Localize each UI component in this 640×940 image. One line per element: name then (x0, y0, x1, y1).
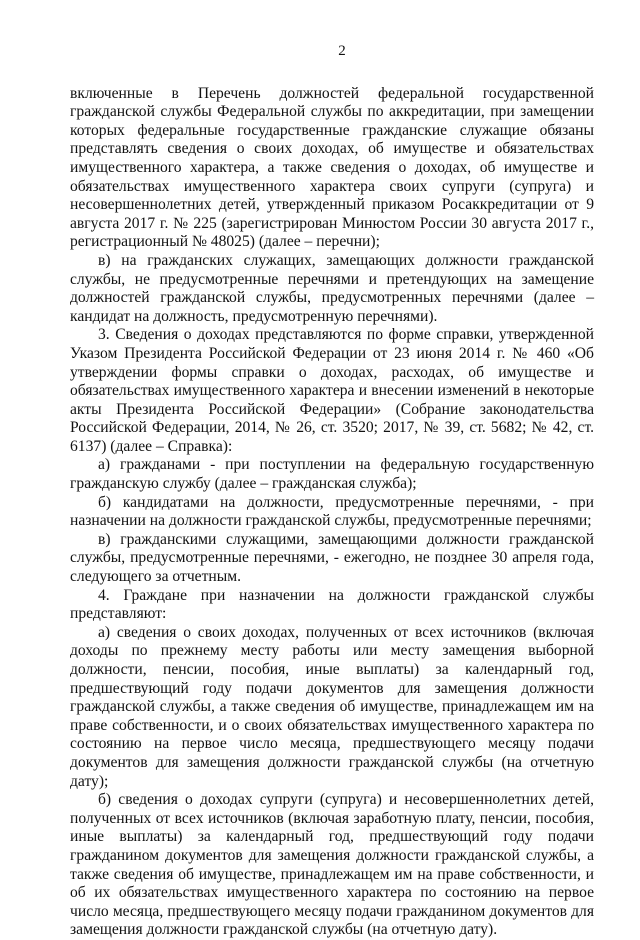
paragraph-continuation: включенные в Перечень должностей федеральной государственной гражданской службы Федеральной службы по аккредитации, при замещении которых федеральные государственные гражданские служащие обязаны представлять сведения о своих доходах, об имуществе и обязательствах имущественного характера, а также сведения о доходах, об имуществе и обязательствах имущественного характера своих супруги (супруга) и несовершеннолетних детей, утвержденный приказом Росаккредитации от 9 августа 2017 г. № 225 (зарегистрирован Минюстом России 30 августа 2017 г., регистрационный № 48025) (далее – перечни); (70, 84, 594, 251)
paragraph-3v: в) гражданскими служащими, замещающими должности гражданской службы, предусмотренные перечнями, - ежегодно, не позднее 30 апреля года, следующего за отчетным. (70, 530, 594, 586)
paragraph-4b: б) сведения о доходах супруги (супруга) и несовершеннолетних детей, полученных от всех источников (включая заработную плату, пенсии, пособия, иные выплаты) за календарный год, предшествующий году подачи гражданином документов для замещения должности гражданской службы, а также сведения об имуществе, принадлежащем им на праве собственности, и об их обязательствах имущественного характера по состоянию на первое число месяца, предшествующего месяцу подачи гражданином документов для замещения должности гражданской службы (на отчетную дату). (70, 791, 594, 939)
paragraph-4a: а) сведения о своих доходах, полученных от всех источников (включая доходы по прежнему месту работы или месту замещения выборной должности, пенсии, пособия, иные выплаты) за календарный год, предшествующий году подачи документов для замещения должности гражданской службы, а также сведения об имуществе, принадлежащем им на праве собственности, и о своих обязательствах имущественного характера по состоянию на первое число месяца, предшествующего месяцу подачи документов для замещения должности гражданской службы (на отчетную дату); (70, 623, 594, 790)
paragraph-3: 3. Сведения о доходах представляются по форме справки, утвержденной Указом Президента Российской Федерации от 23 июня 2014 г. № 460 «Об утверждении формы справки о доходах, расходах, об имуществе и обязательствах имущественного характера и внесении изменений в некоторые акты Президента Российской Федерации» (Собрание законодательства Российской Федерации, 2014, № 26, ст. 3520; 2017, № 39, ст. 5682; № 42, ст. 6137) (далее – Справка): (70, 326, 594, 455)
paragraph-2v: в) на гражданских служащих, замещающих должности гражданской службы, не предусмотренные перечнями и претендующих на замещение должностей гражданской службы, предусмотренных перечнями (далее – кандидат на должность, предусмотренную перечнями). (70, 251, 594, 325)
paragraph-3b: б) кандидатами на должности, предусмотренные перечнями, - при назначении на должности гражданской службы, предусмотренные перечнями; (70, 493, 594, 530)
document-body (70, 85, 594, 940)
paragraph-3a: а) гражданами - при поступлении на федеральную государственную гражданскую службу (далее – гражданская служба); (70, 456, 594, 493)
paragraph-4: 4. Граждане при назначении на должности гражданской службы представляют: (70, 586, 594, 623)
page-number: 2 (338, 43, 346, 59)
